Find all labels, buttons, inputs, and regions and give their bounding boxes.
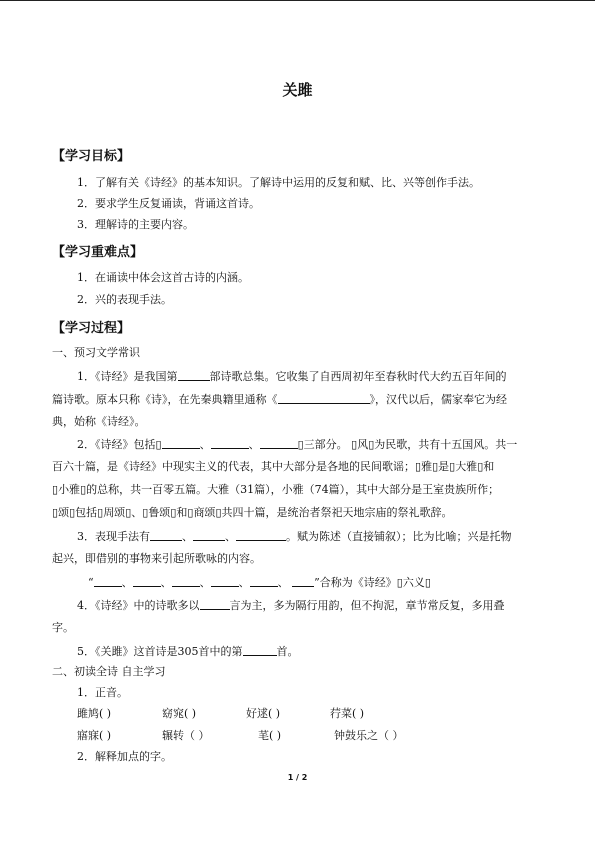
q3-six-blank-5[interactable] <box>250 575 278 587</box>
q5-text-b: 首。 <box>276 645 299 658</box>
q1-line1 <box>77 369 507 384</box>
missing-glyph-icon: ▯ <box>155 438 162 451</box>
missing-glyph-icon: ▯ <box>215 506 222 519</box>
q3-six-blank-1[interactable] <box>94 575 122 587</box>
missing-glyph-icon: ▯ <box>69 506 76 519</box>
separator: 、 <box>199 576 211 589</box>
open-quote: “ <box>88 576 94 589</box>
pinyin-item[interactable]: 好逑( ) <box>246 707 281 720</box>
part2-item-1: 1．正音。 <box>77 686 128 699</box>
goal-item-2: 2．要求学生反复诵读，背诵这首诗。 <box>77 197 260 210</box>
page-number: 1 / 2 <box>287 773 308 782</box>
missing-glyph-icon: ▯ <box>477 460 484 473</box>
missing-glyph-icon: ▯ <box>415 460 422 473</box>
separator: 、 <box>248 438 260 451</box>
separator: 、 <box>225 530 236 543</box>
q1-line2-text-a: 篇诗歌。原本只称《诗》，在先秦典籍里通称《 <box>52 393 278 406</box>
key-point-2: 2．兴的表现手法。 <box>77 293 172 306</box>
pinyin-item[interactable]: 雎鸠( ) <box>77 707 112 720</box>
q2-text-he: 和 <box>483 460 495 473</box>
pinyin-item[interactable]: 寤寐( ) <box>77 729 112 742</box>
missing-glyph-icon: ▯ <box>351 438 358 451</box>
q2-text-daya: 大雅 <box>455 460 478 473</box>
missing-glyph-icon: ▯ <box>170 506 177 519</box>
q3-text-b: 。赋为陈述（直接铺叙）；比为比喻；兴是托物 <box>286 530 512 543</box>
pinyin-item[interactable]: 辗转（ ） <box>162 729 210 742</box>
q3-six-blank-2[interactable] <box>133 575 161 587</box>
missing-glyph-icon: ▯ <box>97 506 104 519</box>
q5-text-a: 5．《关雎》这首诗是305首中的第 <box>77 645 243 658</box>
q4-text-b: 言为主，多为隔行用韵，但不拘泥，章节常反复，多用叠 <box>229 599 505 612</box>
q1-line3: 典，始称《诗经》。 <box>52 415 146 428</box>
q2-text-lusong: 鲁颂 <box>148 506 171 519</box>
q2-line3-text: 的总称，共一百零五篇。大雅（31篇），小雅（74篇），其中大部分是王室贵族所作； <box>86 483 500 496</box>
q2-text-b: 三部分。 <box>303 438 348 451</box>
q2-text-feng: 风 <box>357 438 369 451</box>
q2-line4-text: 共四十篇，是统治者祭祀天地宗庙的祭礼歌辞。 <box>221 506 453 519</box>
missing-glyph-icon: ▯ <box>52 483 59 496</box>
separator: 、 <box>277 576 289 589</box>
separator: 、 <box>131 506 143 519</box>
q3-text-a: 3．表现手法有 <box>77 530 150 543</box>
q3-blank-2[interactable] <box>193 529 225 541</box>
q2-text-ya: 雅 <box>421 460 433 473</box>
missing-glyph-icon: ▯ <box>142 506 149 519</box>
missing-glyph-icon: ▯ <box>125 506 132 519</box>
separator: 、 <box>182 530 193 543</box>
q5-blank[interactable] <box>243 644 277 656</box>
missing-glyph-icon: ▯ <box>432 460 439 473</box>
q2-line2 <box>52 460 494 474</box>
q2-text-baokuo: 包括 <box>75 506 98 519</box>
q3-text-six: 六义 <box>402 576 425 589</box>
goal-item-3: 3．理解诗的主要内容。 <box>77 218 194 231</box>
separator: 、 <box>238 576 250 589</box>
pinyin-item[interactable]: 钟鼓乐之（ ） <box>334 729 404 742</box>
missing-glyph-icon: ▯ <box>80 483 87 496</box>
missing-glyph-icon: ▯ <box>297 438 304 451</box>
missing-glyph-icon: ▯ <box>424 576 431 589</box>
missing-glyph-icon: ▯ <box>449 460 456 473</box>
q2-text-zhousong: 周颂 <box>103 506 126 519</box>
q1-blank-name[interactable] <box>278 392 370 404</box>
q4-blank[interactable] <box>200 598 230 610</box>
q3-six-blank-3[interactable] <box>172 575 200 587</box>
missing-glyph-icon: ▯ <box>396 576 403 589</box>
q2-text-xiaoya: 小雅 <box>58 483 81 496</box>
q2-blank-3[interactable] <box>260 437 298 449</box>
separator: 、 <box>199 438 211 451</box>
top-border-line <box>0 0 595 1</box>
q2-blank-2[interactable] <box>211 437 249 449</box>
part2-item-2: 2．解释加点的字。 <box>77 750 172 763</box>
missing-glyph-icon: ▯ <box>368 438 375 451</box>
q2-text-shangsong: 商颂 <box>193 506 216 519</box>
q4-text-a: 4．《诗经》中的诗歌多以 <box>77 599 200 612</box>
missing-glyph-icon: ▯ <box>52 506 59 519</box>
q4-line2: 字。 <box>52 621 74 634</box>
key-point-1: 1．在诵读中体会这首古诗的内涵。 <box>77 271 249 284</box>
section-heading-process: 【学习过程】 <box>52 321 131 336</box>
page-title: 关雎 <box>282 81 313 99</box>
goal-item-1: 1．了解有关《诗经》的基本知识。了解诗中运用的反复和赋、比、兴等创作手法。 <box>77 176 480 189</box>
q2-line3 <box>52 483 499 497</box>
q2-line4 <box>52 506 453 520</box>
q2-blank-1[interactable] <box>162 437 200 449</box>
q1-text-b: 部诗歌总集。它收集了自西周初年至春秋时代大约五百年间的 <box>209 370 507 383</box>
q5-line1 <box>77 644 299 659</box>
q2-line1 <box>77 437 517 452</box>
q3-six-blank-4[interactable] <box>211 575 239 587</box>
q1-text-a: 1．《诗经》是我国第 <box>77 370 178 383</box>
pinyin-item[interactable]: 芼( ) <box>258 729 282 742</box>
missing-glyph-icon: ▯ <box>187 506 194 519</box>
pinyin-item[interactable]: 窈窕( ) <box>162 707 197 720</box>
pinyin-item[interactable]: 荇菜( ) <box>330 707 365 720</box>
q3-text-close: ”合称为《诗经》 <box>314 576 397 589</box>
section-heading-key-points: 【学习重难点】 <box>52 245 144 260</box>
separator: 、 <box>160 576 172 589</box>
q4-line1 <box>77 598 505 613</box>
q3-blank-3[interactable] <box>236 529 286 541</box>
q2-line2-text-a: 百六十篇，是《诗经》中现实主义的代表，其中大部分是各地的民间歌谣； <box>52 460 415 473</box>
q3-line1 <box>77 529 512 544</box>
separator: 、 <box>121 576 133 589</box>
part1-heading: 一、预习文学常识 <box>52 346 140 359</box>
q1-line2-text-b: 》，汉代以后，儒家奉它为经 <box>369 393 507 406</box>
q2-text-a: 2．《诗经》包括 <box>77 438 156 451</box>
q2-text-d: 为民歌，共有十五国风。共一 <box>374 438 518 451</box>
q2-text-shi: 是 <box>438 460 450 473</box>
q3-blank-1[interactable] <box>150 529 182 541</box>
section-heading-goals: 【学习目标】 <box>52 149 131 164</box>
q2-text-song: 颂 <box>58 506 70 519</box>
q3-line2: 起兴，即借别的事物来引起所歌咏的内容。 <box>52 552 261 565</box>
q2-text-he2: 和 <box>176 506 188 519</box>
q3-line3 <box>88 575 431 590</box>
q1-line2 <box>52 392 507 407</box>
q3-six-blank-6[interactable] <box>292 575 314 587</box>
q1-blank-ordinal[interactable] <box>178 369 210 381</box>
part2-heading: 二、初读全诗 自主学习 <box>52 665 166 678</box>
